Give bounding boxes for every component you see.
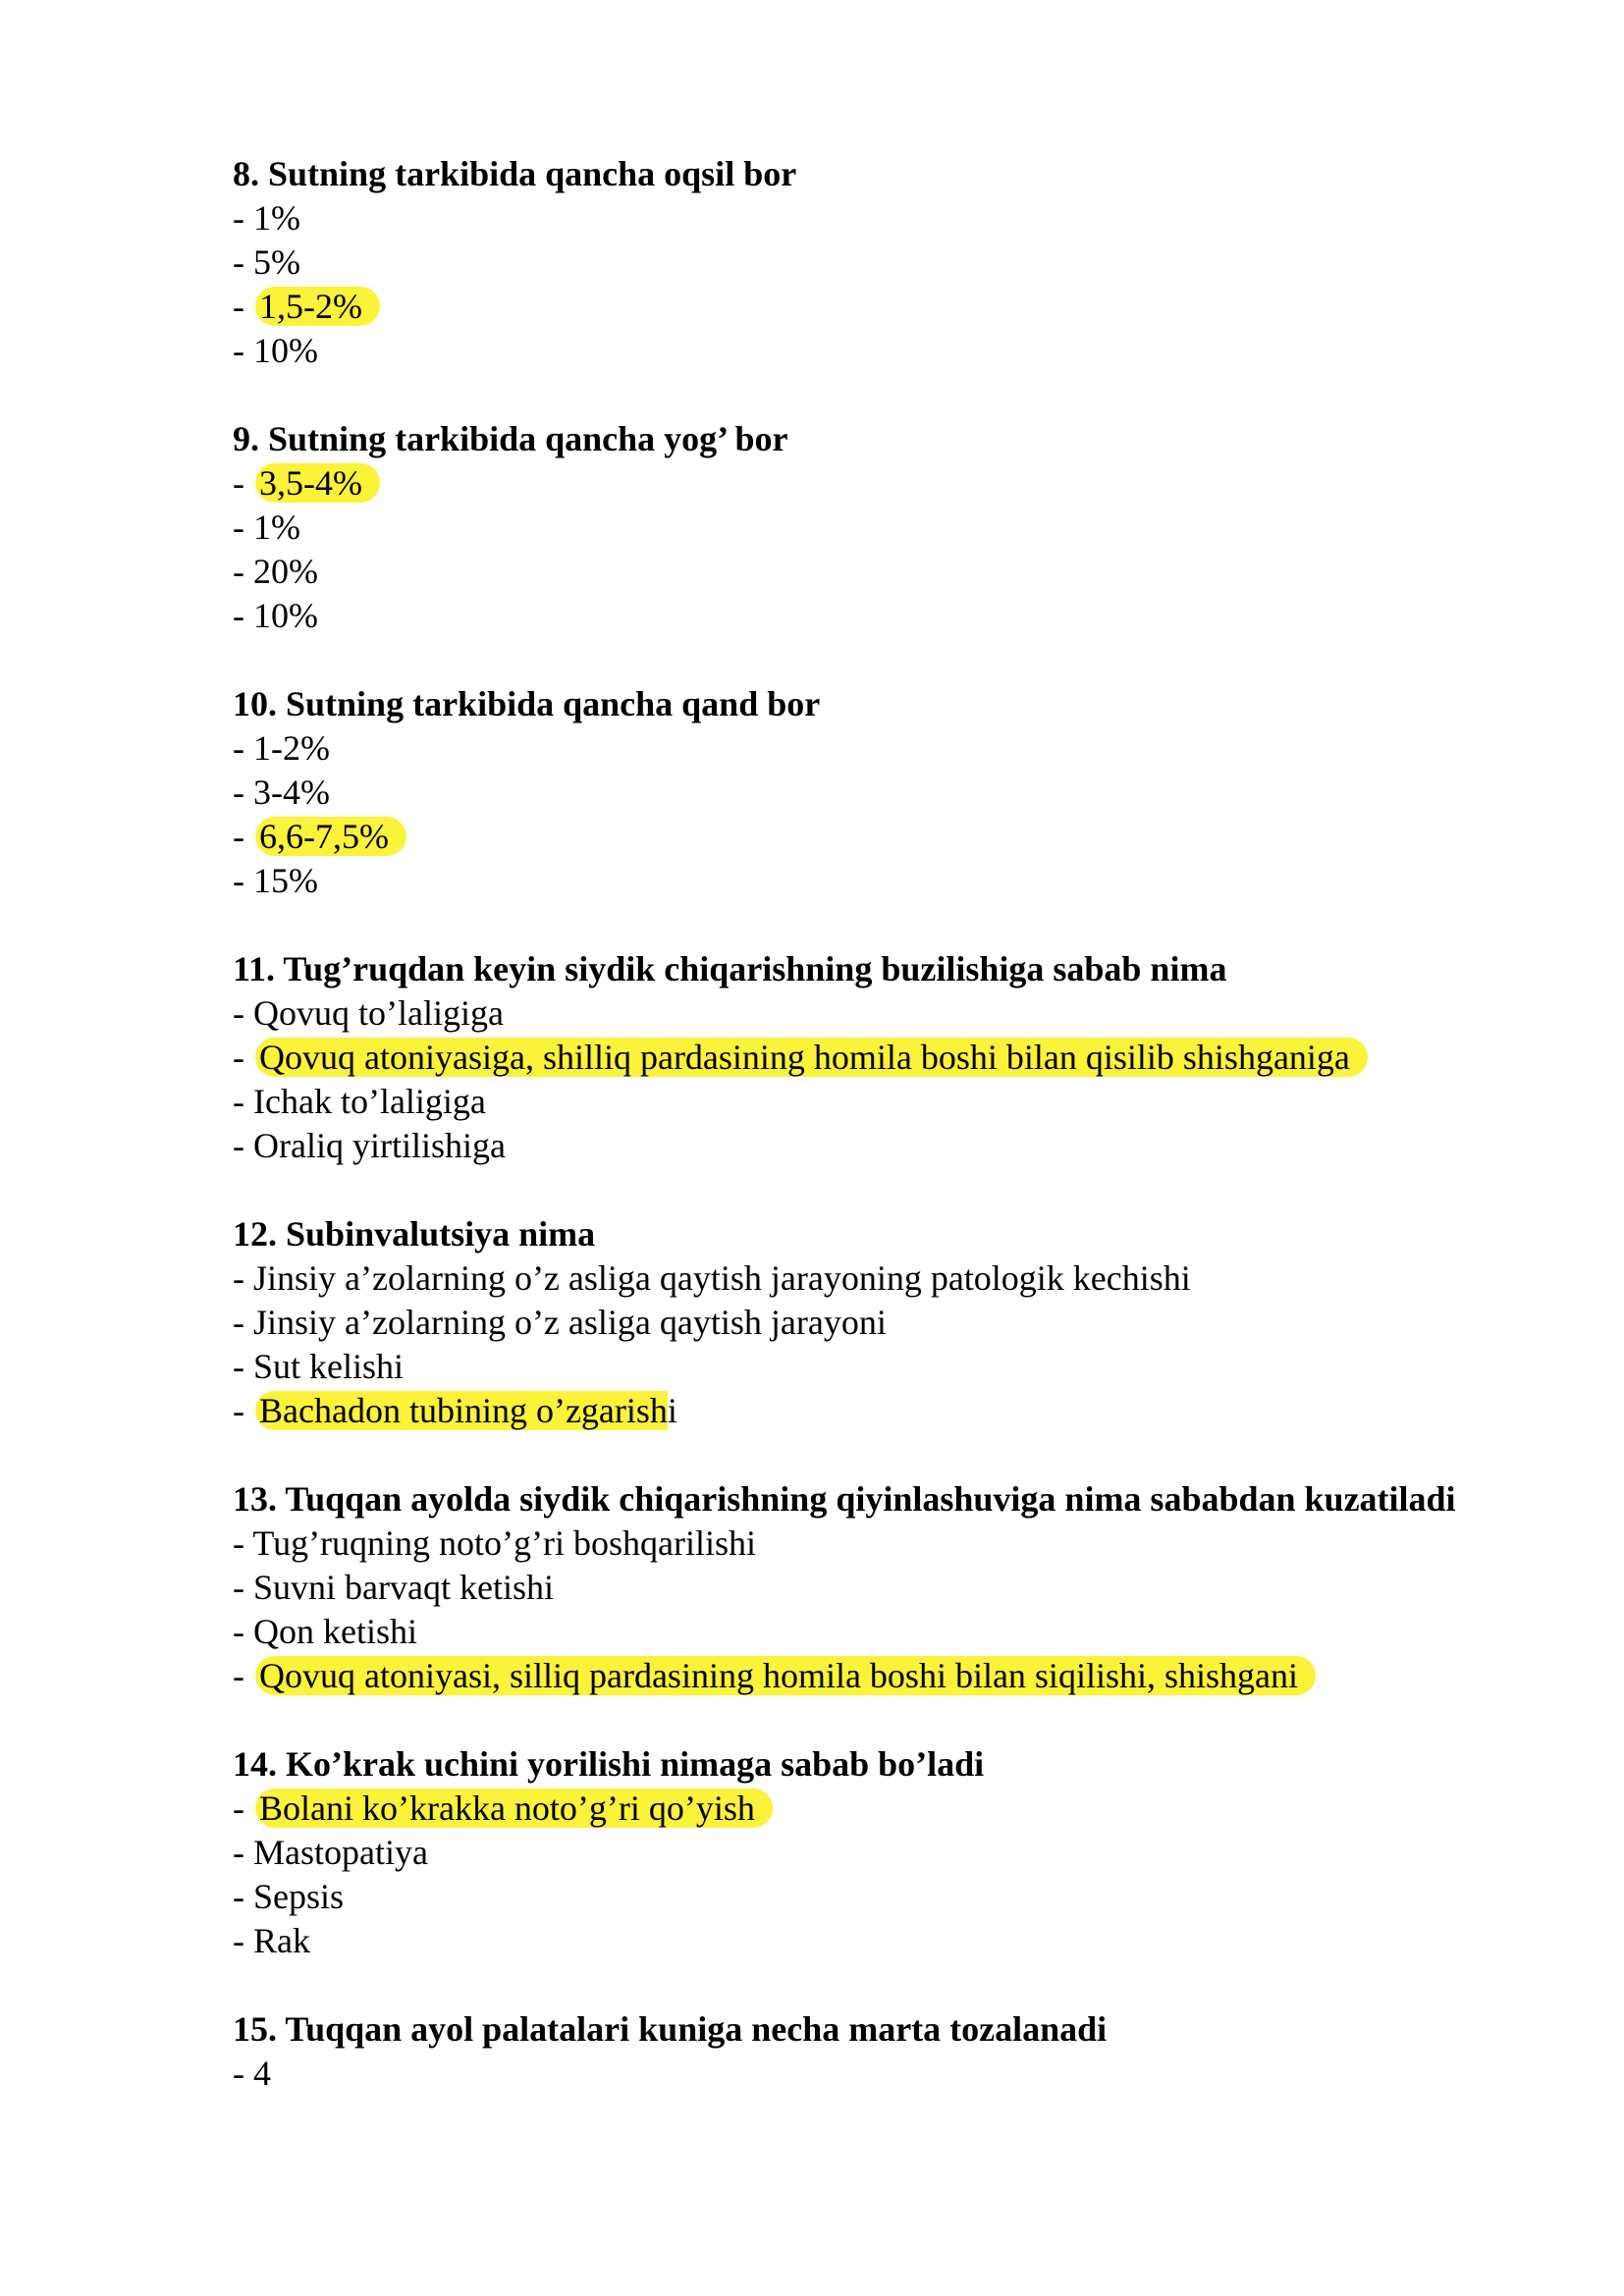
answer-text: 10% [253, 596, 318, 635]
highlighted-answer-text: Qovuq atoniyasiga, shilliq pardasining homila boshi bilan qisilib shishganiga [255, 1038, 1368, 1077]
answer-bullet: - [233, 1303, 253, 1342]
answer-bullet: - [233, 1921, 253, 1960]
answer-bullet: - [233, 552, 253, 591]
answer-option [233, 1875, 1509, 1919]
highlighted-answer-text: Bachadon tubining o’zgarish [255, 1391, 668, 1430]
answer-text: 1% [253, 507, 300, 547]
question-block [233, 1212, 1509, 1433]
question-title [233, 1477, 1509, 1522]
answer-text: 20% [253, 552, 318, 591]
answer-option-correct [233, 461, 1509, 506]
answer-option [233, 1566, 1509, 1610]
answer-text: Suvni barvaqt ketishi [253, 1568, 554, 1607]
answer-option [233, 859, 1509, 903]
answer-option [233, 329, 1509, 373]
answer-text: Jinsiy a’zolarning o’z asliga qaytish jarayoni [253, 1303, 887, 1342]
question-title [233, 152, 1509, 196]
answer-text: Mastopatiya [253, 1833, 428, 1872]
question-text: Sutning tarkibida qancha oqsil bor [268, 154, 797, 193]
answer-text: Sepsis [253, 1877, 345, 1916]
answer-text: 1% [253, 198, 300, 238]
answer-bullet: - [233, 242, 253, 282]
highlighted-answer-text: Bolani ko’krakka noto’g’ri qo’yish [255, 1789, 773, 1828]
answer-option [233, 594, 1509, 638]
answer-text: Sut kelishi [253, 1347, 405, 1386]
highlighted-answer-text: 1,5-2% [255, 287, 380, 326]
answer-text: Jinsiy a’zolarning o’z asliga qaytish jarayoning patologik kechishi [253, 1258, 1191, 1298]
question-block [233, 1477, 1509, 1698]
question-number: 11. [233, 949, 276, 988]
answer-bullet: - [233, 1126, 253, 1165]
answer-text-tail: i [667, 1391, 677, 1430]
answer-bullet: - [233, 1347, 253, 1386]
question-text: Sutning tarkibida qancha yog’ bor [268, 419, 788, 458]
question-text: Sutning tarkibida qancha qand bor [286, 684, 821, 723]
answer-bullet: - [233, 596, 253, 635]
answer-bullet: - [233, 773, 253, 812]
question-title [233, 1212, 1509, 1256]
answer-bullet: - [233, 728, 253, 768]
answer-bullet: - [233, 1038, 253, 1077]
answer-option [233, 1345, 1509, 1389]
answer-option [233, 1124, 1509, 1168]
question-text: Tug’ruqdan keyin siydik chiqarishning buzilishiga sabab nima [283, 949, 1227, 988]
question-title [233, 1742, 1509, 1787]
quiz-document [233, 152, 1509, 2140]
answer-text: Tug’ruqning noto’g’ri boshqarilishi [252, 1523, 757, 1563]
question-title [233, 682, 1509, 726]
highlighted-answer-text: 3,5-4% [255, 463, 380, 503]
answer-text: Oraliq yirtilishiga [253, 1126, 506, 1165]
answer-option [233, 1522, 1509, 1566]
question-block [233, 2007, 1509, 2096]
question-block [233, 947, 1509, 1168]
answer-bullet: - [233, 1789, 253, 1828]
answer-option [233, 1256, 1509, 1301]
question-text: Tuqqan ayolda siydik chiqarishning qiyinlashuviga nima sababdan kuzatiladi [285, 1479, 1456, 1519]
answer-option-correct [233, 1787, 1509, 1831]
question-number: 9. [233, 419, 259, 458]
answer-bullet: - [233, 1258, 253, 1298]
answer-option [233, 1610, 1509, 1654]
answer-option [233, 2052, 1509, 2096]
answer-bullet: - [233, 331, 253, 370]
question-block [233, 417, 1509, 638]
answer-bullet: - [233, 1833, 253, 1872]
answer-bullet: - [233, 2054, 253, 2093]
question-text: Ko’krak uchini yorilishi nimaga sabab bo’ladi [286, 1744, 985, 1784]
question-number: 8. [233, 154, 259, 193]
answer-option-correct [233, 815, 1509, 859]
answer-bullet: - [233, 817, 253, 856]
answer-bullet: - [233, 463, 253, 503]
question-number: 12. [233, 1214, 277, 1254]
question-number: 10. [233, 684, 277, 723]
question-block [233, 682, 1509, 903]
answer-option [233, 1919, 1509, 1963]
highlighted-answer-text: Qovuq atoniyasi, silliq pardasining homila boshi bilan siqilishi, shishgani [255, 1656, 1316, 1695]
answer-option [233, 1831, 1509, 1875]
answer-text: 3-4% [253, 773, 330, 812]
answer-bullet: - [233, 1877, 253, 1916]
answer-text: Qovuq to’laligiga [253, 993, 504, 1033]
answer-text: 4 [253, 2054, 271, 2093]
answer-option-correct [233, 285, 1509, 329]
answer-bullet: - [233, 287, 253, 326]
answer-bullet: - [233, 1391, 253, 1430]
answer-option [233, 1080, 1509, 1124]
answer-text: Ichak to’laligiga [253, 1082, 486, 1121]
answer-bullet: - [233, 507, 253, 547]
answer-option-correct [233, 1654, 1509, 1698]
question-text: Subinvalutsiya nima [286, 1214, 596, 1254]
answer-option [233, 196, 1509, 240]
question-text: Tuqqan ayol palatalari kuniga necha marta tozalanadi [285, 2009, 1108, 2049]
answer-text: 10% [253, 331, 318, 370]
answer-text: 5% [253, 242, 300, 282]
answer-option [233, 506, 1509, 550]
question-block [233, 152, 1509, 373]
answer-text: Rak [253, 1921, 310, 1960]
question-title [233, 417, 1509, 461]
answer-option [233, 771, 1509, 815]
question-title [233, 2007, 1509, 2052]
highlighted-answer-text: 6,6-7,5% [255, 817, 406, 856]
answer-option-correct [233, 1036, 1509, 1080]
answer-text: 15% [253, 861, 318, 900]
answer-bullet: - [233, 993, 253, 1033]
question-title [233, 947, 1509, 991]
answer-bullet: - [233, 1656, 253, 1695]
question-number: 15. [233, 2009, 277, 2049]
question-number: 14. [233, 1744, 277, 1784]
answer-bullet: - [233, 1568, 253, 1607]
answer-bullet: - [233, 861, 253, 900]
answer-option [233, 240, 1509, 285]
answer-bullet: - [233, 198, 253, 238]
answer-text: 1-2% [253, 728, 330, 768]
answer-text: Qon ketishi [253, 1612, 417, 1651]
answer-bullet: - [233, 1523, 253, 1563]
question-block [233, 1742, 1509, 1963]
answer-option [233, 726, 1509, 771]
answer-option [233, 550, 1509, 594]
question-number: 13. [233, 1479, 277, 1519]
answer-bullet: - [233, 1082, 253, 1121]
answer-option [233, 1301, 1509, 1345]
answer-option [233, 991, 1509, 1036]
answer-bullet: - [233, 1612, 253, 1651]
answer-option-correct [233, 1389, 1509, 1433]
